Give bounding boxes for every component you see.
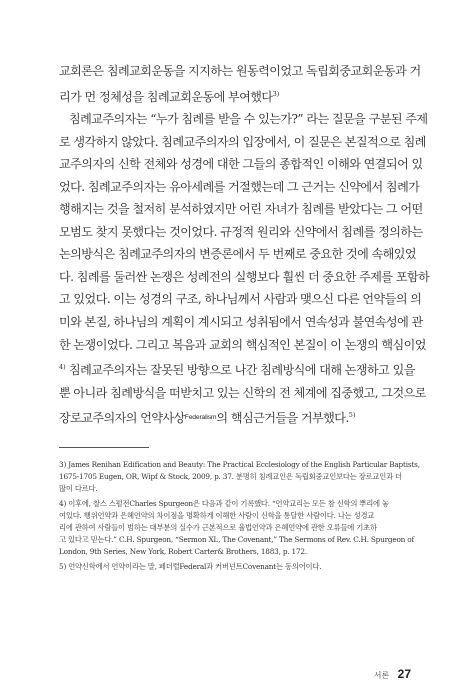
text-line: 모범도 찾지 못했다는 것이었다. 규정적 원리와 신약에서 침례를 정의하는: [59, 224, 423, 239]
text-line: [59, 356, 415, 382]
text-fragment: 의 핵심근거들을 거부했다.: [216, 411, 349, 426]
inline-english-term: Federalism: [184, 414, 217, 422]
body-text: [59, 60, 430, 430]
text-line: [59, 404, 412, 430]
text-line: 행해지는 것을 철저히 분석하였지만 어린 자녀가 침례를 받았다는 그 어떤: [59, 202, 423, 217]
note-line: London, 9th Series, New York, Robert Carter& Brothers, 1883, p. 172.: [59, 546, 307, 556]
text-line: 침례교주의자는 “누가 침례를 받을 수 있는가?” 라는 질문을 구분된 주제: [69, 112, 428, 127]
page-footer: [374, 665, 411, 683]
text-line: 뿐 아니라 침례방식을 떠받치고 있는 신학의 전 체계에 집중했고, 그것으로: [59, 385, 426, 400]
footnotes: [59, 459, 420, 577]
text-line: 미와 본질, 하나님의 계획이 계시되고 성취됨에서 연속성과 불연속성에 관: [59, 315, 423, 330]
text-line: 한 논쟁이었다. 그리고 복음과 교회의 핵심적인 본질이 이 논쟁의 핵심이었: [59, 337, 426, 352]
section-label: 서론: [373, 671, 390, 680]
text-fragment: 리가 먼 정체성을 침례교회운동에 부여했다: [59, 89, 273, 104]
page-number: 27: [397, 667, 411, 681]
footnote-4: [59, 498, 412, 557]
text-line: 교회론은 침례교회운동을 지지하는 원동력이었고 독립회중교회운동과 거: [59, 64, 421, 78]
footnote-ref: 4): [59, 363, 66, 372]
footnote-3: [59, 459, 420, 494]
text-line: 로 생각하지 않았다. 침례교주의자의 입장에서, 이 질문은 본질적으로 침례: [59, 134, 426, 149]
footnote-divider: [59, 447, 149, 448]
note-line: 3) James Renihan Edification and Beauty: The Practical Ecclesiology of the English Particular Baptists,: [59, 460, 420, 469]
text-line: 었다. 침례교주의자는 유아세례를 거절했는데 그 근거는 신약에서 침례가: [59, 179, 420, 194]
note-line: 5) 언약신학에서 언약이라는 말, 페더럴Federal과 커버넌트Covenant는 동의어이다.: [59, 562, 322, 572]
note-line: 고 있다고 믿는다.” C.H. Spurgeon, “Sermon XL, The Covenant,” The Sermons of Rev. C.H. Spurgeon of: [59, 534, 414, 544]
text-fragment: 장로교주의자의 언약사상: [59, 411, 185, 426]
note-line: 1675-1705 Eugen, OR, Wipf & Stock, 2009, p. 37. 분명히 침례교인은 독립회중교인보다는 장로교인과 더: [59, 471, 402, 481]
text-line: 고 있었다. 이는 성경의 구조, 하나님께서 사람과 맺으신 다른 언약들의 의: [59, 292, 422, 307]
note-line: 여있다. 행위언약과 은혜언약의 차이점을 명확하게 이해한 사람이 신학을 통달한 사람이다. 나는 성경교: [59, 511, 375, 521]
text-line: 교주의자의 신학 전체와 성경에 대한 그들의 종합적인 이해와 연결되어 있: [59, 157, 423, 172]
paragraph-1: [59, 60, 421, 108]
text-line: 다. 침례를 둘러싼 논쟁은 성례전의 실행보다 훨씬 더 중요한 주제를 포함하: [59, 269, 430, 284]
note-line: 4) 이후에, 찰스 스펄전Charles Spurgeon은 다음과 같이 기록했다. “언약교리는 모든 참 신학의 뿌리에 놓: [59, 499, 389, 509]
note-line: 많이 다르다.: [59, 483, 98, 493]
footnote-ref: 5): [348, 411, 356, 420]
note-line: 리에 관하여 사람들이 범하는 대부분의 실수가 근본적으로 율법언약과 은혜언약에 관한 오류들에 기초하: [59, 522, 377, 532]
text-line: 논의방식은 침례교주의자의 변증론에서 두 번째로 중요한 것에 속해있었: [59, 247, 417, 262]
paragraph-2: [59, 108, 430, 430]
text-fragment: 침례교주의자는 잘못된 방향으로 나간 침례방식에 대해 논쟁하고 있을: [65, 363, 415, 378]
text-line: [59, 83, 412, 109]
footnote-5: [59, 561, 412, 573]
footnote-ref: 3): [272, 89, 280, 98]
